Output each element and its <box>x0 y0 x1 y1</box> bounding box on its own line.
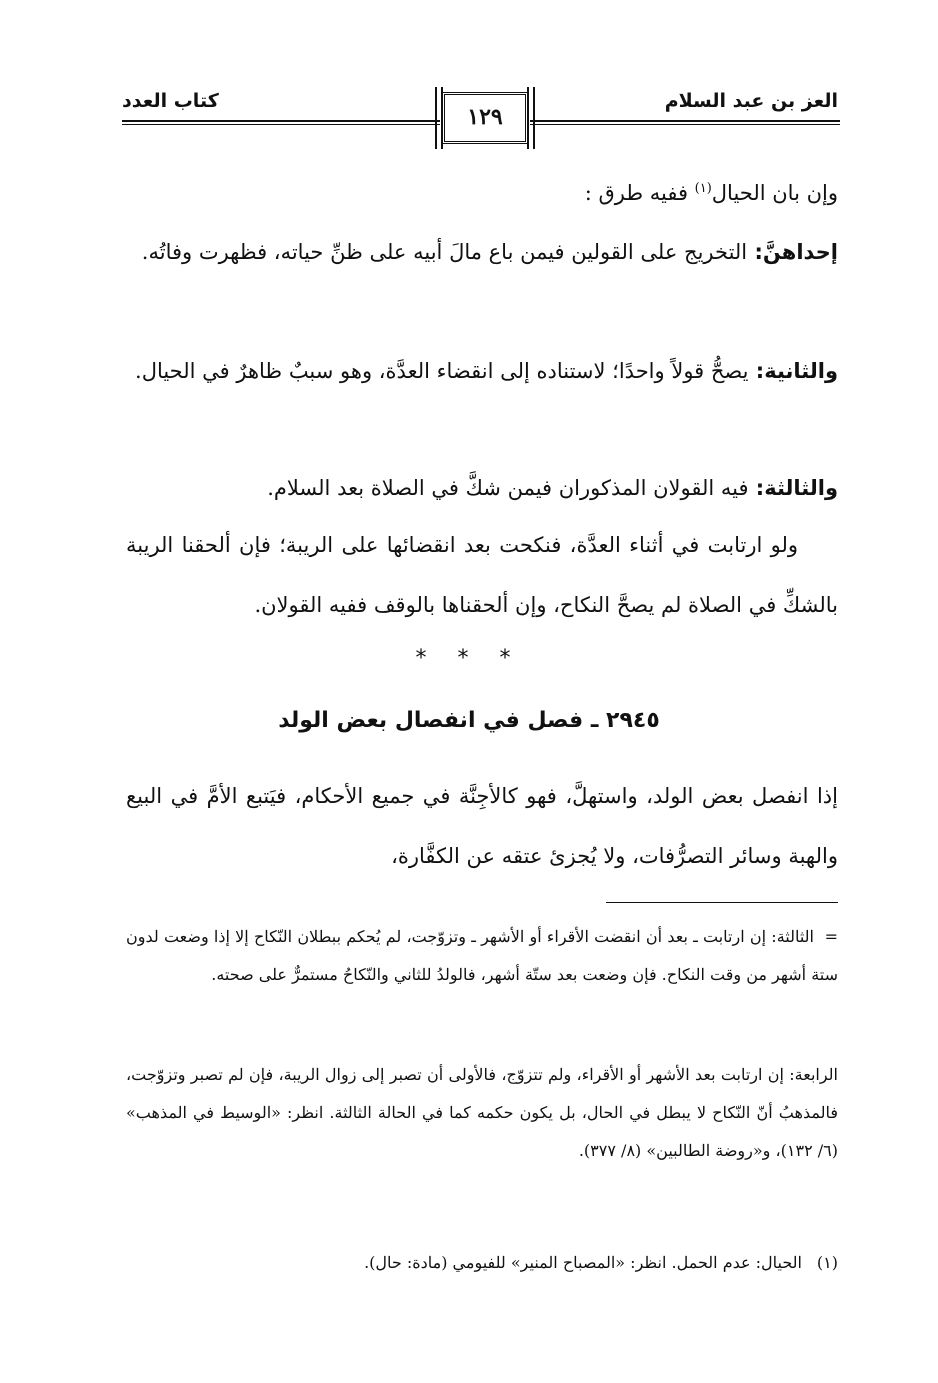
section-heading: ٢٩٤٥ ـ فصل في انفصال بعض الولد <box>278 708 660 733</box>
footnote-separator <box>606 902 838 903</box>
header-rule-right <box>530 120 840 122</box>
running-header-chapter: كتاب العدد <box>122 90 219 112</box>
intro-text: وإن بان الحيال <box>711 181 838 205</box>
third-way-text: فيه القولان المذكوران فيمن شكَّ في الصلاة بعد السلام. <box>267 476 749 500</box>
paragraph-third-way <box>126 458 838 518</box>
first-way-text: التخريج على القولين فيمن باع مالَ أبيه على ظنِّ حياته، فظهرت وفاتُه. <box>141 240 748 264</box>
paragraph-intro <box>126 163 838 223</box>
paragraph-doubt: ولو ارتابت في أثناء العدَّة، فنكحت بعد انقضائها على الريبة؛ فإن ألحقنا الريبة بالشكِّ في الصلاة لم يصحَّ النكاح، وإن ألحقناها بالوقف ففيه القولان. <box>126 533 838 617</box>
footnote-1-number: (١) <box>816 1253 838 1272</box>
header-rule-left-thin <box>122 124 440 125</box>
section-separator: * * * <box>415 646 523 671</box>
first-way-label: إحداهنَّ: <box>747 240 838 264</box>
footnote-fourth-case: الرابعة: إن ارتابت بعد الأشهر أو الأقراء، ولم تتزوّج، فالأولى أن تصبر إلى زوال الريبة، فإن لم تصبر وتزوّجت، فالمذهبُ أنّ النّكاح لا يبطل في الحال، بل يكون حكمه كما في الحالة الثالثة. انظر: «الوسيط في المذهب» (٦/ ١٣٢)، و«روضة الطالبين» (٨/ ٣٧٧). <box>126 1065 839 1160</box>
intro-text-end: ففيه طرق : <box>584 181 695 205</box>
running-header-author: العز بن عبد السلام <box>664 90 838 112</box>
footnote-1-text: الحيال: عدم الحمل. انظر: «المصباح المنير» للفيومي (مادة: حال). <box>364 1253 802 1272</box>
second-way-label: والثانية: <box>748 359 838 383</box>
header-rule-left <box>122 120 440 122</box>
page-number: ١٢٩ <box>467 104 503 130</box>
continuation-marker: = <box>824 927 839 946</box>
footnote-third-text: الثالثة: إن ارتابت ـ بعد أن انقضت الأقراء أو الأشهر ـ وتزوّجت، لم يُحكم ببطلان النّكاح إلا إذا وضعت لدون ستة أشهر من وقت النكاح. فإن وضعت بعد ستّة أشهر، فالولدُ للثاني والنّكاحُ مستمرٌّ على صحته. <box>126 927 838 984</box>
footnote-1 <box>126 1244 838 1282</box>
paragraph-first-way <box>126 222 838 282</box>
header-rule-right-thin <box>530 124 840 125</box>
second-way-text: يصحُّ قولاً واحدًا؛ لاستناده إلى انقضاء العدَّة، وهو سببٌ ظاهرٌ في الحيال. <box>135 359 749 383</box>
third-way-label: والثالثة: <box>748 476 838 500</box>
section-paragraph: إذا انفصل بعض الولد، واستهلَّ، فهو كالأجِنَّة في جميع الأحكام، فيَتبع الأمَّ في البيع والهبة وسائر التصرُّفات، ولا يُجزئ عتقه عن الكفَّارة، <box>126 784 838 868</box>
footnote-ref-1[interactable]: (١) <box>694 181 712 196</box>
paragraph-second-way <box>126 341 838 401</box>
footnote-third-case <box>126 918 838 994</box>
